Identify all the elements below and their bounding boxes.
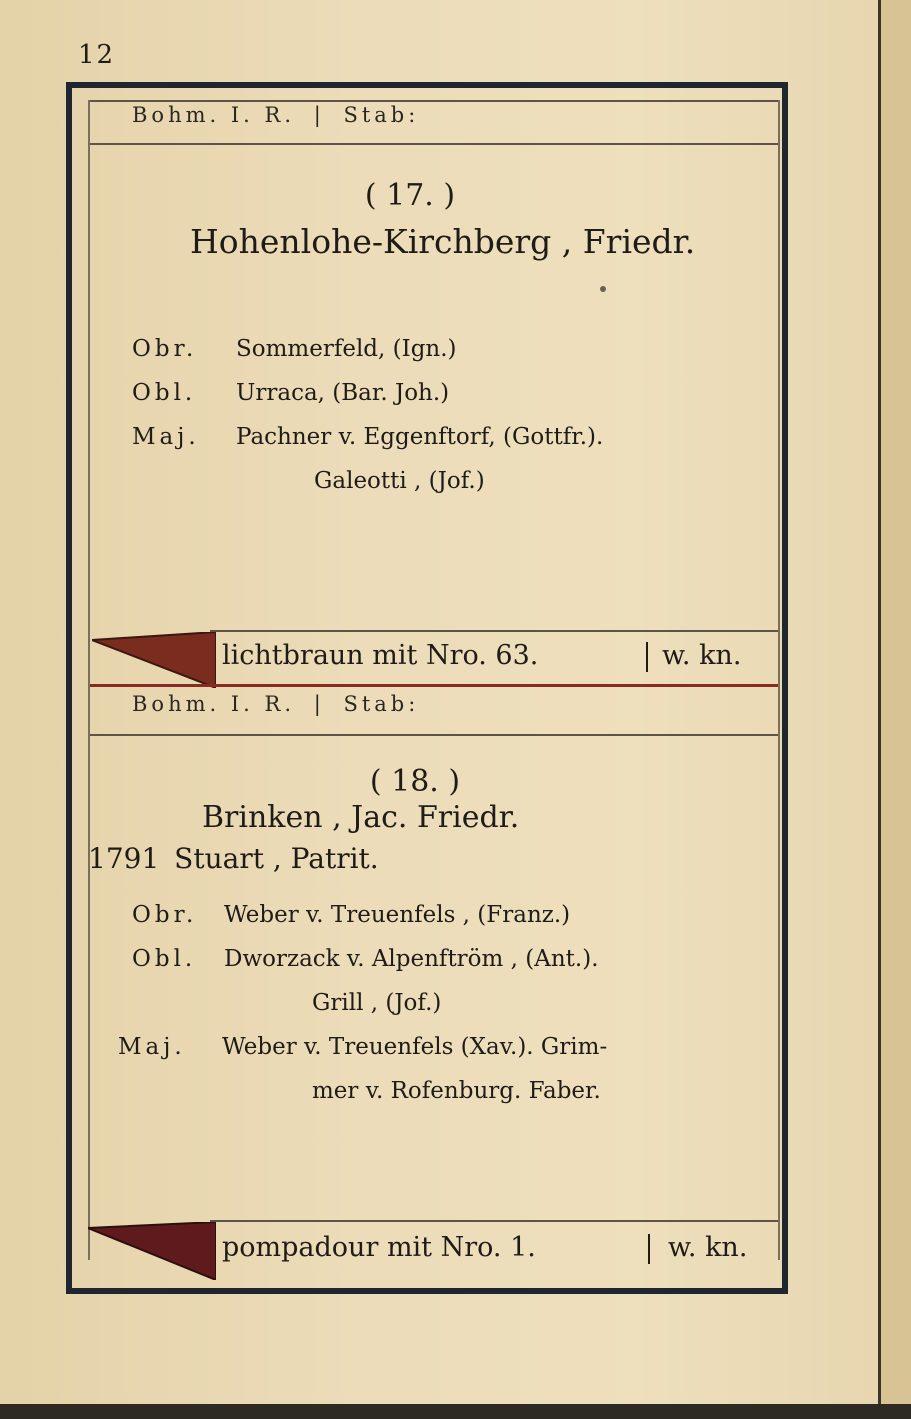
entry-number: ( 18. )	[369, 764, 461, 799]
second-proprietor-name: Stuart , Patrit.	[174, 842, 379, 875]
staff-row	[132, 902, 570, 928]
footer-separator	[646, 642, 648, 672]
rank-label: Obl.	[132, 380, 197, 406]
staff-row	[132, 380, 449, 406]
proprietor-name: Hohenlohe-Kirchberg , Friedr.	[190, 222, 696, 261]
staff-row	[118, 1034, 607, 1060]
rank-label: Maj.	[132, 424, 200, 450]
rule	[90, 100, 778, 102]
staff-row	[132, 336, 457, 362]
officer-name: Weber v. Treuenfels (Xav.). Grim-	[222, 1034, 608, 1060]
year-label: 1791	[88, 842, 160, 875]
staff-label: Stab:	[343, 692, 420, 716]
rank-label: Obr.	[132, 902, 198, 928]
button-color-text: w. kn.	[662, 640, 742, 671]
second-proprietor	[88, 842, 379, 875]
facing-color-flag	[92, 632, 216, 688]
officer-name: Pachner v. Eggenftorf, (Gottfr.).	[236, 424, 604, 450]
rule	[90, 734, 778, 736]
entry-header: Bohm. I. R. | Stab:	[132, 692, 420, 716]
officer-name-continued: Grill , (Jof.)	[312, 990, 442, 1016]
button-color-text: w. kn.	[668, 1232, 748, 1263]
officer-name: Sommerfeld, (Ign.)	[236, 336, 457, 362]
officer-name: Urraca, (Bar. Joh.)	[236, 380, 450, 406]
staff-row	[132, 946, 599, 972]
table-frame	[66, 82, 788, 1294]
rank-label: Obl.	[132, 946, 197, 972]
entry-divider	[90, 684, 778, 687]
ink-dot	[600, 286, 606, 292]
footer-separator	[648, 1234, 650, 1264]
inner-border-left	[88, 100, 90, 1260]
rule	[210, 630, 778, 632]
entry-header: Bohm. I. R. | Stab:	[132, 103, 420, 127]
facing-color-text: lichtbraun mit Nro. 63.	[222, 640, 539, 671]
page-bottom-edge	[0, 1404, 911, 1419]
officer-name: Weber v. Treuenfels , (Franz.)	[224, 902, 571, 928]
inner-border-right	[778, 100, 780, 1260]
regiment-label: Bohm. I. R.	[132, 692, 295, 716]
entry-number: ( 17. )	[364, 178, 456, 213]
facing-color-flag	[88, 1222, 216, 1280]
rank-label: Maj.	[118, 1034, 186, 1060]
staff-label: Stab:	[343, 103, 420, 127]
officer-name: Dworzack v. Alpenftröm , (Ant.).	[224, 946, 599, 972]
facing-color-text: pompadour mit Nro. 1.	[222, 1232, 536, 1263]
rank-label: Obr.	[132, 336, 198, 362]
officer-name-continued: mer v. Rofenburg. Faber.	[312, 1078, 601, 1104]
page-number: 12	[78, 40, 116, 70]
adjacent-page-edge	[878, 0, 911, 1419]
staff-row	[132, 424, 603, 450]
rule	[210, 1220, 778, 1222]
regiment-label: Bohm. I. R.	[132, 103, 295, 127]
officer-name-continued: Galeotti , (Jof.)	[314, 468, 485, 494]
proprietor-name: Brinken , Jac. Friedr.	[202, 800, 520, 835]
rule	[90, 143, 778, 145]
